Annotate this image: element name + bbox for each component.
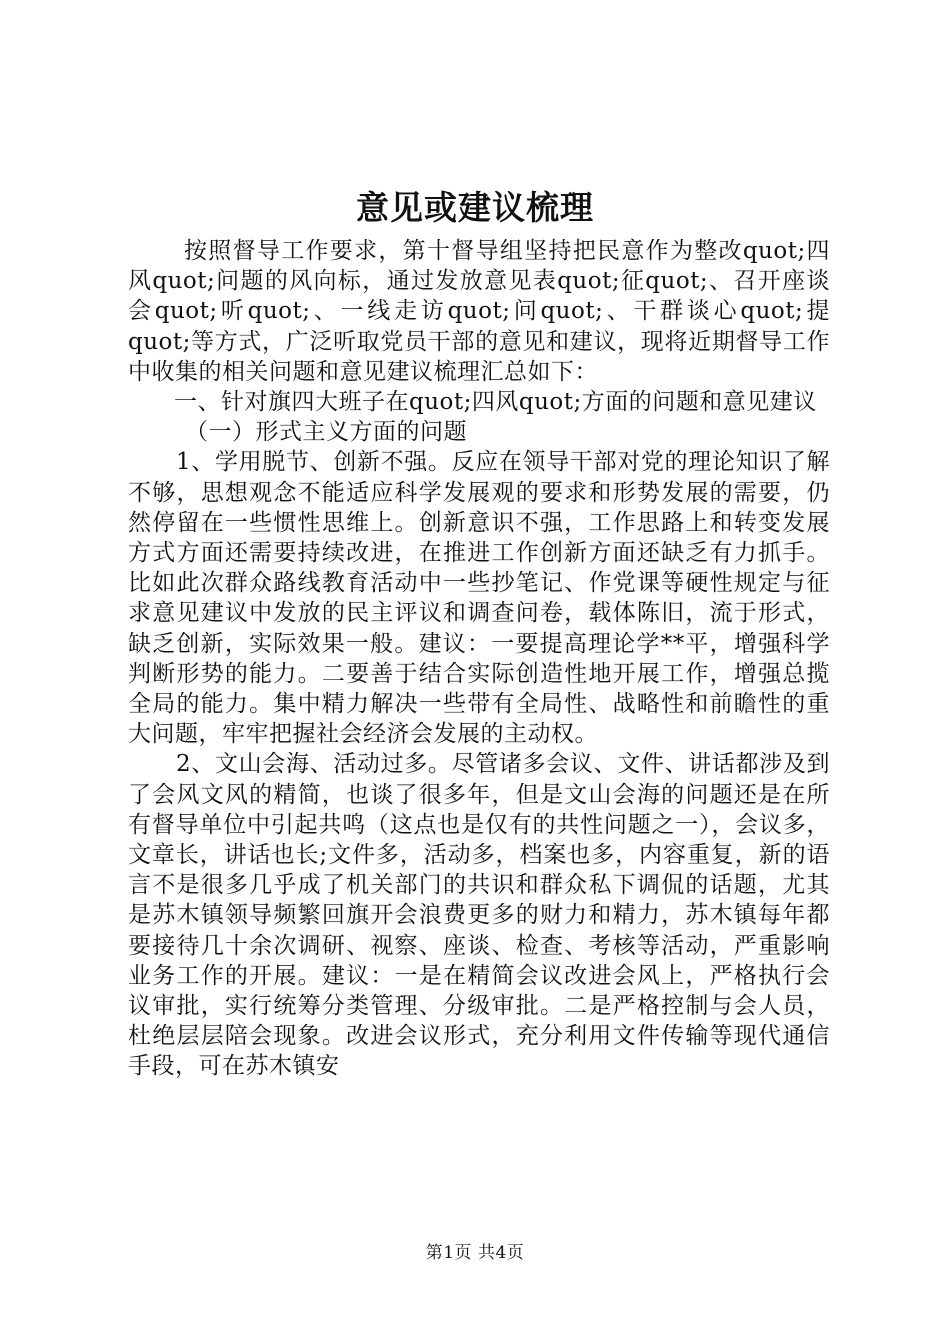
document-body	[128, 236, 830, 1082]
page-footer: 第1页 共4页	[425, 1243, 525, 1263]
section-heading: 一、针对旗四大班子在quot;四风quot;方面的问题和意见建议	[174, 389, 817, 416]
item-paragraph-2: 2、文山会海、活动过多。尽管诸多会议、文件、讲话都涉及到了会风文风的精简，也谈了很多年，但是文山会海的问题还是在所有督导单位中引起共鸣（这点也是仅有的共性问题之一），会议多，文章长，讲话也长;文件多，活动多，档案也多，内容重复，新的语言不是很多几乎成了机关部门的共识和群众私下调侃的话题，尤其是苏木镇领导频繁回旗开会浪费更多的财力和精力，苏木镇每年都要接待几十余次调研、视察、座谈、检查、考核等活动，严重影响业务工作的开展。建议：一是在精简会议改进会风上，严格执行会议审批，实行统筹分类管理、分级审批。二是严格控制与会人员，杜绝层层陪会现象。改进会议形式，充分利用文件传输等现代通信手段，可在苏木镇安	[128, 751, 830, 1080]
subsection-heading: （一）形式主义方面的问题	[185, 419, 467, 446]
intro-paragraph: 按照督导工作要求，第十督导组坚持把民意作为整改quot;四风quot;问题的风向标，通过发放意见表quot;征quot;、召开座谈会quot;听quot;、一线走访quot;问quot;、干群谈心quot;提quot;等方式，广泛听取党员干部的意见和建议，现将近期督导工作中收集的相关问题和意见建议梳理汇总如下：	[128, 238, 830, 385]
document-title: 意见或建议梳理	[356, 188, 594, 227]
item-paragraph-1: 1、学用脱节、创新不强。反应在领导干部对党的理论知识了解不够，思想观念不能适应科学发展观的要求和形势发展的需要，仍然停留在一些惯性思维上。创新意识不强，工作思路上和转变发展方式方面还需要持续改进，在推进工作创新方面还缺乏有力抓手。比如此次群众路线教育活动中一些抄笔记、作党课等硬性规定与征求意见建议中发放的民主评议和调查问卷，载体陈旧，流于形式，缺乏创新，实际效果一般。建议：一要提高理论学**平，增强科学判断形势的能力。二要善于结合实际创造性地开展工作，增强总揽全局的能力。集中精力解决一些带有全局性、战略性和前瞻性的重大问题，牢牢把握社会经济会发展的主动权。	[128, 449, 830, 748]
